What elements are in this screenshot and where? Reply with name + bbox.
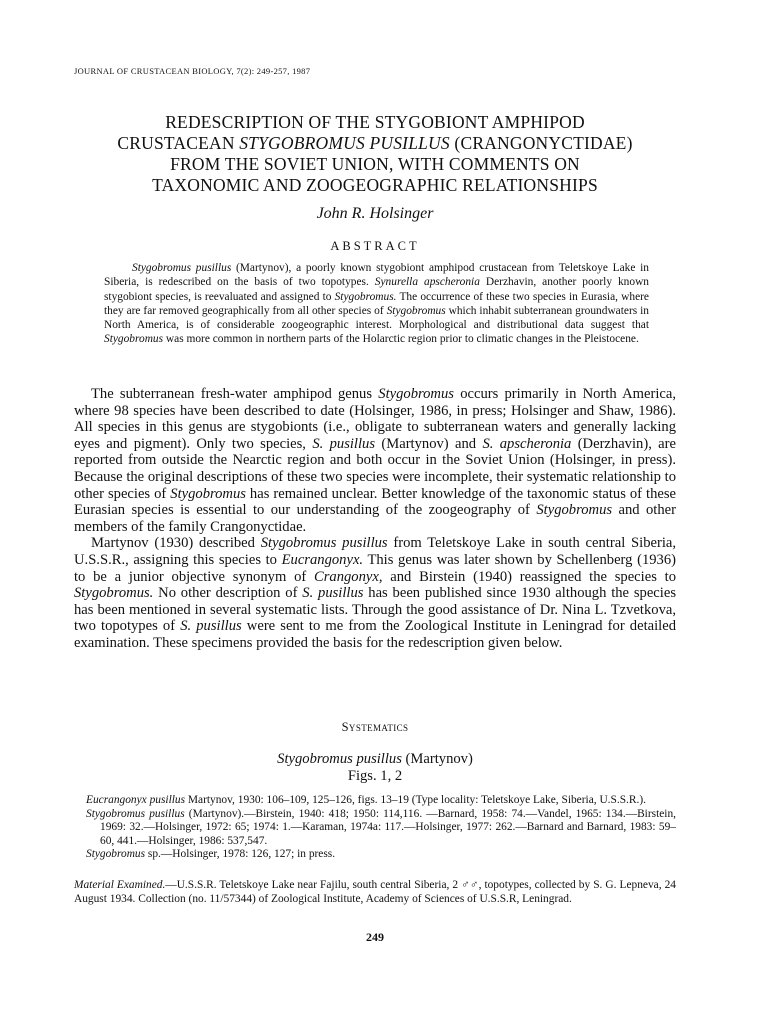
synonym-name: Stygobromus pusillus: [86, 807, 185, 820]
figure-reference: Figs. 1, 2: [347, 768, 403, 784]
italic-run: Eucrangonyx.: [281, 551, 364, 568]
synonymy-entry: [86, 848, 676, 862]
text-run: This genus was later shown by Schellenberg (1936) to be a junior objective synonym of: [74, 551, 676, 585]
abstract-body: [104, 261, 649, 347]
intro-paragraph-1: [74, 386, 676, 535]
abstract-paragraph: [104, 261, 649, 347]
synonymy-entry: [86, 808, 676, 849]
text-run: from Teletskoye Lake in south central Siberia, U.S.S.R., assigning this species to: [74, 535, 677, 568]
material-paragraph: [74, 878, 676, 906]
material-examined: [74, 878, 676, 906]
section-heading-systematics: Systematics: [341, 720, 409, 734]
text-run: has remained unclear. Better knowledge of the taxonomic status of these Eurasian species is essential to our understanding of the zoogeography of: [74, 485, 677, 519]
page-number: 249: [366, 930, 384, 944]
running-head: JOURNAL OF CRUSTACEAN BIOLOGY, 7(2): 249-257, 1987: [74, 66, 311, 76]
species-heading: [74, 751, 676, 768]
text-run: were sent to me from the Zoological Institute in Leningrad for detailed examination. These specimens provided the basis for the redescription given below.: [74, 618, 676, 651]
author-name: John R. Holsinger: [316, 205, 434, 222]
title-species-name: STYGOBROMUS PUSILLUS: [239, 133, 450, 153]
title-line-3: FROM THE SOVIET UNION, WITH COMMENTS ON: [170, 154, 580, 174]
title-line-1: REDESCRIPTION OF THE STYGOBIONT AMPHIPOD: [165, 112, 585, 132]
intro-paragraph-2: [74, 535, 676, 651]
abstract-text-1: (Martynov), a poorly known stygobiont amphipod crustacean from Teletskoye Lake in Siberia, is redescribed on the basis of two topotypes.: [104, 262, 649, 289]
abstract-species-2: Synurella apscheronia: [374, 276, 480, 289]
title-line-4: TAXONOMIC AND ZOOGEOGRAPHIC RELATIONSHIPS: [152, 175, 598, 195]
synonym-name: Stygobromus: [86, 848, 146, 861]
text-run: has been published since 1930 although the species has been mentioned in several systematic lists. Through the good assistance of Dr. Nina L. Tzvetkova, two topotypes of: [74, 585, 676, 635]
species-heading-name: Stygobromus pusillus: [277, 751, 402, 767]
italic-run: S. apscheronia: [482, 435, 572, 452]
italic-run: Stygobromus pusillus: [260, 535, 388, 552]
abstract-text-3: The occurrence of these two species in Eurasia, where they are far removed geographically from all other species of: [104, 290, 649, 317]
title-line-2: [74, 133, 676, 154]
italic-run: Crangonyx,: [314, 568, 383, 585]
synonym-text: sp.—Holsinger, 1978: 126, 127; in press.: [145, 848, 336, 861]
italic-run: S. pusillus: [302, 585, 364, 602]
text-run: The subterranean fresh-water amphipod genus: [91, 386, 379, 402]
text-run: and other members of the family Crangonyctidae.: [74, 502, 676, 535]
text-run: Martynov (1930) described: [91, 535, 261, 552]
material-text: —U.S.S.R. Teletskoye Lake near Fajilu, south central Siberia, 2 ♂♂, topotypes, collected by S. G. Lepneva, 24 August 1934. Collection (no. 11/57344) of Zoological Institute, Academy of Sciences of U.S.S.R, Leningrad.: [74, 879, 676, 905]
synonymy-entry: [86, 794, 676, 808]
italic-run: Stygobromus.: [74, 585, 154, 602]
italic-run: Stygobromus: [536, 502, 613, 519]
synonym-text: (Martynov).—Birstein, 1940: 418; 1950: 114,116. —Barnard, 1958: 74.—Vandel, 1965: 134.—Birstein, 1969: 32.—Holsinger, 1972: 65; 1974: 1.—Karaman, 1974a: 117.—Holsinger, 1977: 262.—Barnard and Barnard, 1983: 59–60, 441.—Holsinger, 1986: 537,547.: [100, 807, 677, 847]
title-line-2-pre: CRUSTACEAN: [117, 133, 240, 153]
species-heading-author: (Martynov): [401, 751, 473, 767]
material-label: Material Examined.: [74, 879, 166, 891]
italic-run: Stygobromus: [170, 485, 246, 502]
italic-run: Stygobromus: [378, 386, 454, 402]
italic-run: S. pusillus: [312, 435, 376, 452]
article-title: [74, 112, 676, 196]
synonym-text: Martynov, 1930: 106–109, 125–126, figs. 13–19 (Type locality: Teletskoye Lake, Siberia, U.S.S.R.).: [185, 794, 646, 806]
text-run: No other description of: [153, 585, 303, 602]
italic-run: S. pusillus: [180, 618, 242, 635]
abstract-text-2: Derzhavin, another poorly known stygobiont species, is reevaluated and assigned to: [104, 276, 649, 303]
synonym-name: Eucrangonyx pusillus: [86, 794, 186, 806]
text-run: (Derzhavin), are reported from outside the Nearctic region and both occur in the Soviet Union (Holsinger, in press). Because the original descriptions of these two species were incomplete, their systematic relationship to other species of: [74, 435, 677, 502]
title-line-2-post: (CRANGONYCTIDAE): [449, 133, 633, 153]
synonymy-list: [86, 794, 676, 862]
abstract-heading: ABSTRACT: [330, 239, 420, 253]
abstract-species-1: Stygobromus pusillus: [132, 262, 232, 274]
abstract-genus-1: Stygobromus.: [334, 290, 397, 303]
text-run: occurs primarily in North America, where 98 species have been described to date (Holsinger, 1986, in press; Holsinger and Shaw, 1986). All species in this genus are stygobionts (i.e., obligate to subterranean waters and generally lacking eyes and pigment). Only two species,: [74, 386, 676, 452]
abstract-genus-2: Stygobromus: [386, 304, 446, 317]
introduction: [74, 386, 676, 652]
abstract-text-4: which inhabit subterranean groundwaters in North America, is of considerable zoogeographic interest. Morphological and distributional data suggest that: [104, 304, 649, 332]
text-run: and Birstein (1940) reassigned the species to: [382, 568, 676, 585]
abstract-text-5: was more common in northern parts of the Holarctic region prior to climatic changes in the Pleistocene.: [163, 333, 639, 346]
text-run: (Martynov) and: [375, 435, 483, 452]
abstract-genus-3: Stygobromus: [104, 333, 164, 346]
